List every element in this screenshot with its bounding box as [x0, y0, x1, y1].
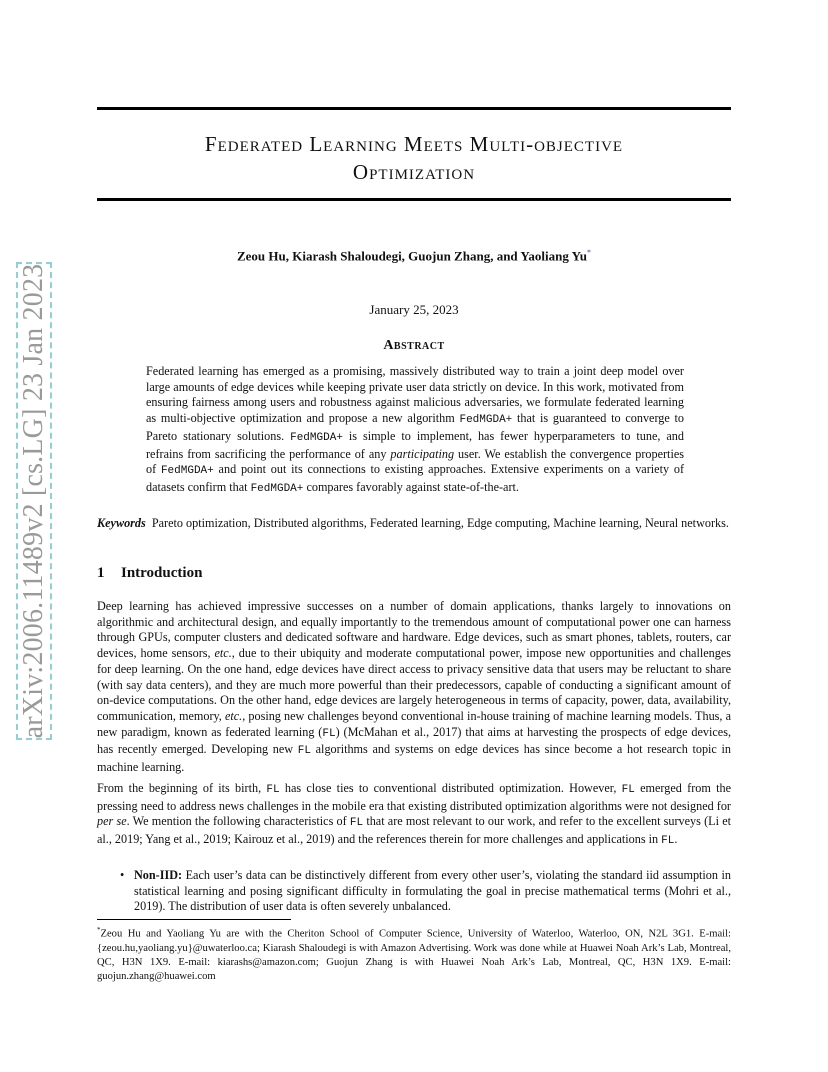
paper-date: January 25, 2023	[369, 302, 459, 317]
arxiv-id: arXiv:2006.11489v2 [cs.LG] 23 Jan 2023	[18, 263, 49, 739]
title-line-2: Optimization	[352, 160, 476, 184]
abstract-text: Federated learning has emerged as a promising, massively distributed way to train a joint deep model over large amounts of edge devices while keeping private user data strictly on device. In this work, motivated from ensuring fairness among users and robustness against malicious adversaries, we formulate federated learning as multi-objective optimization and propose a new algorithm	[146, 364, 684, 426]
bullet-non-iid	[120, 868, 731, 915]
acronym-fl: FL	[266, 784, 280, 796]
abstract-text: that is guaranteed to converge to Pareto stationary solutions.	[146, 411, 685, 443]
acronym-fl: FL	[349, 817, 364, 830]
algorithm-name: FedMGDA+	[459, 414, 513, 427]
body-text: Deep learning has achieved impressive successes on a number of domain applications, thanks largely to innovations on algorithmic and architectural design, and equally importantly to the tremendous amount of computational power one can harness through GPUs, computer clusters and dedicated software and hardware. Edge devices, such as smart phones, tablets, routers, car devices, home sensors,	[97, 599, 731, 661]
author-list	[97, 248, 731, 264]
abstract-text: compares favorably against state-of-the-art.	[303, 479, 519, 494]
abstract-text: is simple to implement, has fewer hyperparameters to tune, and refrains from sacrificing the performance of any	[146, 428, 684, 461]
footnote	[97, 923, 731, 985]
algorithm-name: FedMGDA+	[250, 482, 304, 495]
bullet-label: Non-IID:	[134, 868, 183, 882]
arxiv-stamp	[16, 262, 52, 740]
footnote-text: Zeou Hu and Yaoliang Yu are with the Cheriton School of Computer Science, University of Waterloo, Waterloo, ON, N2L 3G1. E-mail: {zeou.hu,yaoliang.yu}@uwaterloo.ca; Kiarash Shaloudegi is with Amazon Advertising. Work was done while at Huawei Noah Ark’s Lab, Montreal, QC, H3N 1X9. E-mail: kiarashs@amazon.com; Guojun Zhang is with Huawei Noah Ark’s Lab, Montreal, QC, H3N 1X9. E-mail: guojun.zhang@huawei.com	[97, 928, 731, 983]
emphasis-text: etc.	[214, 646, 232, 661]
title-top-rule	[97, 107, 731, 110]
keywords-list: Pareto optimization, Distributed algorithms, Federated learning, Edge computing, Machine learning, Neural networks.	[151, 516, 729, 530]
bullet-marker: •	[120, 868, 125, 882]
section-title: Introduction	[121, 565, 203, 581]
keywords-label: Keywords	[97, 516, 146, 530]
emphasis-text: per se	[97, 814, 127, 829]
title-line-1: Federated Learning Meets Multi-objective	[204, 132, 624, 156]
body-text: has close ties to conventional distributed optimization. However,	[279, 781, 622, 795]
keywords-block	[97, 515, 731, 531]
abstract-text: and point out its connections to existing approaches. Extensive experiments on a variety of datasets confirm that	[146, 462, 684, 494]
abstract-text: user. We establish the convergence properties of	[146, 446, 684, 477]
paper-title	[97, 130, 731, 186]
section-number: 1	[97, 565, 105, 581]
acronym-fl: FL	[661, 835, 675, 848]
body-text: that are most relevant to our work, and refer to the excellent surveys (Li et al., 2019; Yang et al., 2019; Kairouz et al., 2019) and the references therein for more challenges and applications in	[97, 814, 731, 847]
author-footnote-mark[interactable]: *	[587, 248, 592, 257]
abstract-body	[146, 364, 684, 498]
bullet-text: Each user’s data can be distinctively different from every other user’s, violating the standard iid assumption in statistical learning and posing significant difficulty in formulating the goal in precise mathematical terms (Mohri et al., 2019). The distribution of user data is often severely unbalanced.	[134, 868, 731, 914]
footnote-mark: *	[97, 926, 101, 934]
algorithm-name: FedMGDA+	[290, 431, 343, 444]
body-text: ) (McMahan et al., 2017) that aims at harvesting the prospects of edge devices, has recently emerged. Developing new	[97, 724, 731, 757]
emphasis-text: participating	[390, 446, 455, 461]
title-bottom-rule	[97, 198, 731, 201]
body-text: , posing new challenges beyond conventional in-house training of machine learning models. Thus, a new paradigm, known as federated learning (	[97, 708, 731, 739]
algorithm-name: FedMGDA+	[160, 465, 214, 478]
emphasis-text: etc.	[224, 708, 243, 723]
body-text: From the beginning of its birth,	[97, 781, 267, 795]
body-text: algorithms and systems on edge devices has since become a hot research topic in machine learning.	[97, 742, 731, 775]
body-text: , due to their ubiquity and moderate computational power, impose new opportunities and challenges for deep learning. On the one hand, edge devices have direct access to privacy sensitive data that users may be reluctant to share (with say data centers), and they are much more powerful than their predecessors, capable of conducting a significant amount of on-device computations. On the other hand, edge devices are largely heterogeneous in terms of capacity, power, data, availability, communication, memory,	[97, 646, 731, 723]
body-text: emerged from the pressing need to address news challenges in the mobile era that existing distributed optimization algorithms were not designed for	[97, 781, 731, 813]
body-text: .	[674, 832, 678, 847]
footnote-rule	[97, 919, 291, 920]
intro-paragraph-2	[97, 781, 731, 850]
acronym-fl: FL	[322, 727, 336, 740]
acronym-fl: FL	[621, 784, 635, 796]
acronym-fl: FL	[297, 745, 311, 758]
abstract-heading: Abstract	[383, 338, 445, 353]
section-heading	[97, 565, 202, 582]
authors: Zeou Hu, Kiarash Shaloudegi, Guojun Zhang, and Yaoliang Yu	[236, 248, 588, 264]
body-text: . We mention the following characteristics of	[126, 814, 350, 829]
intro-paragraph-1	[97, 599, 731, 776]
